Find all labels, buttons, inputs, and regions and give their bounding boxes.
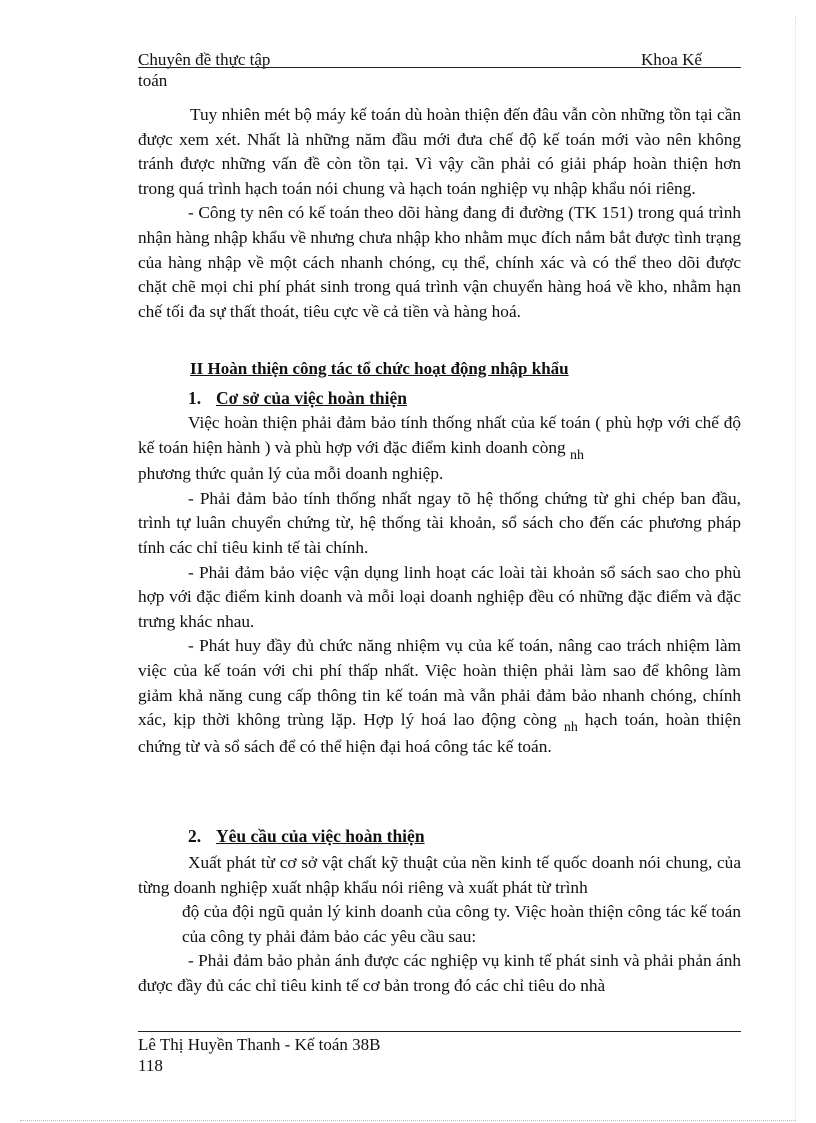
subscript-fragment: nh (563, 720, 578, 736)
subscript-fragment: nh (569, 447, 584, 463)
subsection-2-body (138, 851, 741, 999)
subsection-1-paragraph-3: - Phải đảm bảo việc vận dụng linh hoạt các loài tài khoản sổ sách sao cho phù hợp với đặc điểm kinh doanh và mỗi loại doanh nghiệp đều có những đặc điểm và đặc trưng khác nhau. (138, 562, 741, 631)
section-heading: II Hoàn thiện công tác tổ chức hoạt động nhập khẩu (190, 359, 569, 378)
subsection-title: Cơ sở của việc hoàn thiện (216, 388, 407, 408)
text-run: hạch toán, hoàn thiện chứng từ và sổ sách để có thể hiện đại hoá công tác kế toán. (138, 710, 741, 756)
text-run: Xuất phát từ cơ sở vật chất kỹ thuật của nền kinh tế quốc doanh nói chung, của từng doanh nghiệp xuất nhập khẩu nói riêng và xuất phát từ trình (138, 853, 741, 897)
subsection-heading-1 (188, 388, 407, 409)
page-edge-right (795, 16, 796, 1120)
text-run: - Phát huy đầy đủ chức năng nhiệm vụ của kế toán, nâng cao trách nhiệm làm việc của kế toán với chi phí thấp nhất. Việc hoàn thiện phải làm sao để không làm giảm khả năng cung cấp thông tin kế toán mà vẫn phải đảm bảo nhanh chóng, chính xác, kịp thời không trùng lặp. Hợp lý hoá lao động còng (138, 636, 741, 730)
header-department-wrap: toán (138, 71, 168, 90)
text-run: Việc hoàn thiện phải đảm bảo tính thống nhất của kế toán ( phù hợp với chế độ kế toán hiện hành ) và phù hợp với đặc điểm kinh doanh còng (138, 413, 741, 457)
page-number: 118 (138, 1056, 163, 1075)
intro-paragraph-2: - Công ty nên có kế toán theo dõi hàng đang đi đường (TK 151) trong quá trình nhận hàng nhập khẩu về nhưng chưa nhập kho nhằm mục đích nắm bắt được tình trạng của hàng nhập về một cách nhanh chóng, cụ thể, chính xác và có thể theo dõi được chặt chẽ mọi chi phí phát sinh trong quá trình vận chuyển hàng hoá về kho, nhằm hạn chế tối đa sự thất thoát, tiêu cực về cả tiền và hàng hoá. (138, 203, 741, 321)
header-title: Chuyên đề thực tập (138, 50, 271, 69)
footer-rule (138, 1031, 741, 1032)
subsection-number: 2. (188, 826, 202, 846)
subsection-1-paragraph-2: - Phải đảm bảo tính thống nhất ngay tõ hệ thống chứng từ ghi chép ban đầu, trình tự luân chuyển chứng từ, hệ thống tài khoản, sổ sách cho đến các phương pháp tính các chỉ tiêu kinh tế tài chính. (138, 488, 741, 557)
header-department: Khoa Kế (641, 50, 702, 69)
intro-section (138, 103, 741, 324)
subsection-2-paragraph-2: - Phải đảm bảo phản ánh được các nghiệp vụ kinh tế phát sinh và phải phản ánh được đầy đủ các chỉ tiêu kinh tế cơ bản trong đó các chỉ tiêu do nhà (138, 951, 741, 995)
subsection-heading-2 (188, 826, 425, 847)
subsection-2-paragraph-1-continued: độ của đội ngũ quản lý kinh doanh của công ty. Việc hoàn thiện công tác kế toán của công ty phải đảm bảo các yêu cầu sau: (182, 902, 741, 946)
page-edge-bottom (20, 1120, 796, 1121)
subsection-2-paragraph-1 (138, 851, 741, 900)
subsection-number: 1. (188, 388, 202, 408)
text-run: phương thức quản lý của mỗi doanh nghiệp. (138, 464, 444, 484)
footer-author: Lê Thị Huyền Thanh - Kế toán 38B (138, 1035, 381, 1054)
subsection-1-body (138, 411, 741, 759)
subsection-title: Yêu cầu của việc hoàn thiện (216, 826, 425, 846)
intro-paragraph-1: Tuy nhiên mét bộ máy kế toán dù hoàn thiện đến đâu vẫn còn những tồn tại cần được xem xét. Nhất là những năm đầu mới đưa chế độ kế toán mới vào nên không tránh được những vấn đề còn tồn tại. Vì vậy cần phải có giải pháp hoàn thiện hơn trong quá trình hạch toán nói chung và hạch toán nghiệp vụ nhập khẩu nói riêng. (138, 105, 741, 198)
subsection-1-paragraph-4 (138, 634, 741, 759)
header-rule (138, 67, 741, 68)
subsection-1-paragraph-1 (138, 411, 741, 487)
